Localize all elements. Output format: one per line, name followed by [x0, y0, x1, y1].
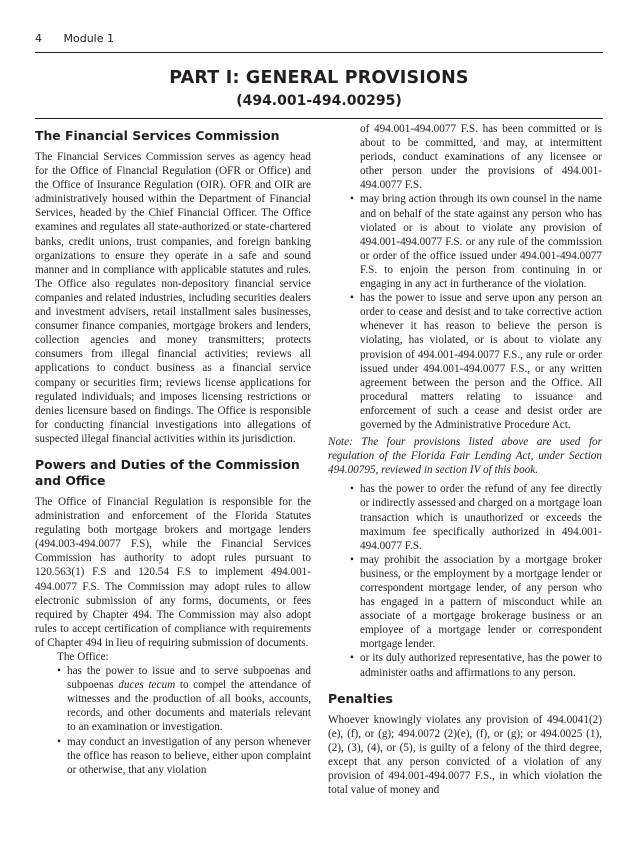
left-column [35, 128, 311, 777]
bullet-icon: • [350, 553, 354, 566]
list-item [350, 482, 602, 552]
bullet-icon: • [350, 483, 354, 496]
page-number: 4 [35, 32, 42, 45]
fair-lending-note: Note: The four provisions listed above are used for regulation of the Florida Fair Lending Act, under Section 494.00795, reviewed in section IV of this book. [328, 436, 602, 477]
penalties-heading: Penalties [328, 690, 393, 706]
title-rule [35, 118, 603, 119]
bullet2-continued: of 494.001-494.0077 F.S. has been committed or is about to be committed, and may, at intermittent periods, conduct examinations of any licensee or other person under the provisions of 494.001-494.0077 F.S. [360, 123, 602, 192]
office-label: The Office: [57, 651, 109, 663]
bullet-icon: • [350, 652, 354, 665]
powers-heading: Powers and Duties of the Commission and Office [35, 456, 300, 488]
penalties-body: Whoever knowingly violates any provision of 494.0041(2)(e), (f), or (g); 494.0072 (2)(e), (f), or (g); or 494.0025 (1), (2), (3), (4), or (5), is guilty of a felony of the third degree, except that any person convicted of a violation of any provision of 494.001-494.0077 F.S., in which violation the total value of money and [328, 713, 602, 797]
part-title: PART I: GENERAL PROVISIONS [169, 68, 469, 88]
bullet3-text: may bring action through its own counsel in the name and on behalf of the state against any person who has violated or is about to violate any provision of 494.001-494.0077 F.S. or any rule of the commission or order of the office issued under 494.001-494.0077 F.S. to enjoin the person from continuing in or engaging in any act in furtherance of the violation. [360, 193, 602, 291]
part-subtitle: (494.001-494.00295) [236, 93, 402, 109]
list-item [350, 553, 602, 652]
powers-body: The Office of Financial Regulation is responsible for the administration and enforcement of the Florida Statutes regulating both mortgage brokers and mortgage lenders (494.003-494.0077 F.S), while the Financial Services Commission has authority to adopt rules pursuant to 120.563(1) F.S and 120.54 F.S to implement 494.001-494.0077 F.S. The Commission may adopt rules to allow electronic submission of any forms, documents, or fees required by Chapter 494. The Commission may also adopt rules to accept certification of compliance with requirements of Chapter 494 in lieu of requiring submission of documents. [35, 495, 311, 649]
running-header [35, 32, 114, 45]
list-item [350, 192, 602, 291]
header-rule [35, 52, 603, 53]
powers-list-left [35, 664, 311, 777]
right-column [328, 122, 602, 797]
list-item [57, 735, 311, 777]
powers-list-right-2 [328, 482, 602, 679]
bullet5-text: has the power to order the refund of any fee directly or indirectly assessed and charged on a mortgage loan transaction which is unauthorized or exceeds the maximum fee specifically authorized in 494.001-494.0077 F.S. [360, 483, 602, 552]
bullet-icon: • [57, 665, 61, 678]
bullet1-pre: has the power to issue and to serve subpoenas and subpoenas [67, 665, 311, 692]
list-item [350, 651, 602, 679]
list-item [350, 291, 602, 432]
bullet1-post: to compel the attendance of witnesses and the production of all books, accounts, records, and other documents and materials relevant to an examination or investigation. [67, 679, 312, 734]
list-item [57, 664, 311, 734]
bullet-icon: • [350, 292, 354, 305]
bullet1-latin: duces tecum [118, 679, 176, 692]
bullet-icon: • [57, 735, 61, 748]
bullet7-text: or its duly authorized representative, has the power to administer oaths and affirmations to any person. [360, 652, 602, 679]
bullet6-text: may prohibit the association by a mortgage broker business, or the employment by a mortgage lender or correspondent mortgage lender, of any person who has engaged in a pattern of misconduct while an associate of a mortgage brokerage business or an employee of a mortgage lender or correspondent mortgage lender. [360, 553, 602, 651]
module-label: Module 1 [63, 32, 114, 45]
bullet4-text: has the power to issue and serve upon any person an order to cease and desist and to take corrective action whenever it has reason to believe the person is violating, has violated, or is about to violate any provision of 494.001-494.0077 F.S., any rule or order issued under 494.001-494.0077 F.S., or any written agreement between the person and the Office. All procedural matters relating to issuance and enforcement of such a cease and desist order are governed by the Administrative Procedure Act. [360, 292, 602, 431]
bullet-icon: • [350, 193, 354, 206]
powers-list-right [328, 192, 602, 432]
commission-heading: The Financial Services Commission [35, 128, 280, 143]
bullet2-text: may conduct an investigation of any person whenever the office has reason to believe, either upon complaint or otherwise, that any violation [67, 735, 311, 776]
commission-body: The Financial Services Commission serves as agency head for the Office of Financial Regulation (OFR or Office) and the Office of Insurance Regulation (OIR). OFR and OIR are administratively housed within the Department of Financial Services, headed by the Chief Financial Officer. The Office examines and regulates all state-authorized or state-chartered banks, credit unions, trust companies, and foreign banking organizations to ensure they operate in a safe and sound manner and in compliance with applicable statutes and rules. The Office also regulates non-depository financial service companies and related industries, including securities dealers and investment advisers, retail installment sales businesses, consumer finance companies, mortgage brokers and lenders, collection agencies and money transmitters; protects consumers from illegal financial activities; reviews all applications to conduct business as a financial service company or securities firm; reviews license applications for regulated individuals; and imposes licensing restrictions or denies licensure based on findings. The Office is responsible for conducting financial investigations into allegations of suspected illegal financial activities within its jurisdiction. [35, 151, 311, 445]
